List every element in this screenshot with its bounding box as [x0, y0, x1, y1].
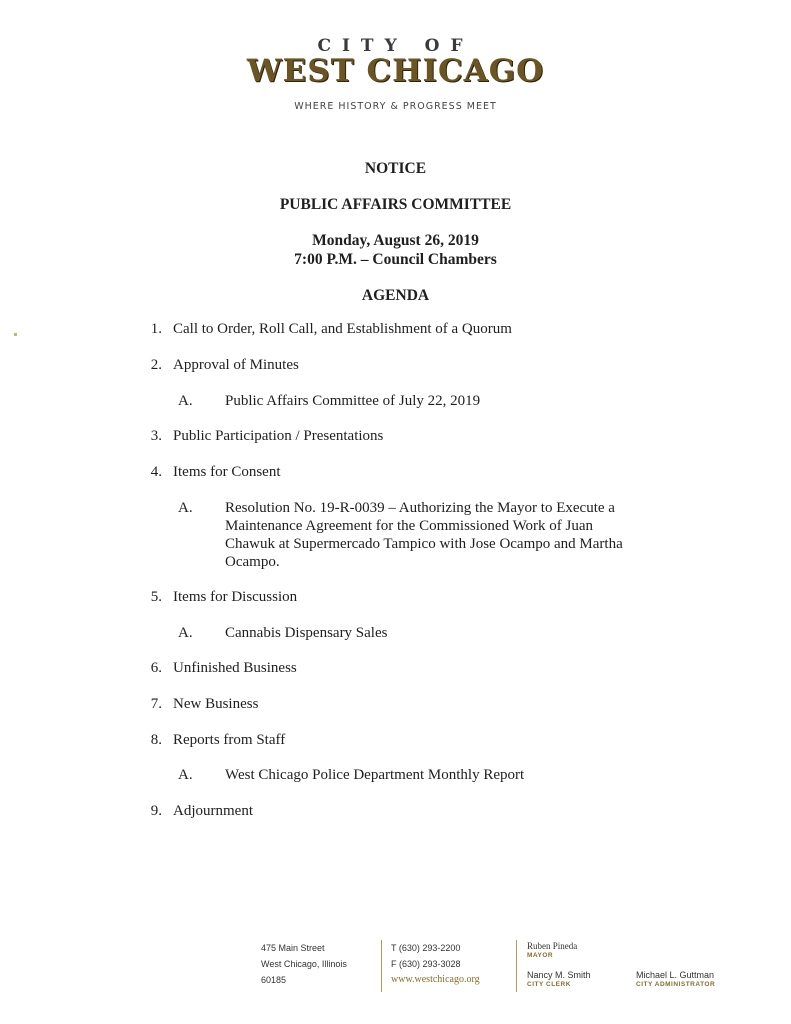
footer-contact — [391, 940, 480, 988]
item-text: Approval of Minutes — [173, 357, 299, 373]
item-number: 3. — [150, 428, 162, 444]
subitem-text: Cannabis Dispensary Sales — [225, 625, 388, 641]
mayor-title: MAYOR — [527, 952, 554, 959]
item-text: Call to Order, Roll Call, and Establishment of a Quorum — [173, 321, 512, 337]
item-text: Reports from Staff — [173, 732, 286, 748]
subitem-text: Resolution No. 19-R-0039 – Authorizing the Mayor to Execute a Maintenance Agreement for the Commissioned Work of Juan Chawuk at Supermercado Tampico with Jose Ocampo and Martha Ocampo. — [225, 500, 623, 570]
footer-divider — [516, 940, 517, 992]
item-text: Public Participation / Presentations — [173, 428, 384, 444]
footer-officials — [527, 940, 591, 989]
letterhead-city-of: CITY OF — [317, 36, 474, 56]
subitem-label: A. — [178, 767, 193, 783]
item-number: 5. — [150, 589, 162, 605]
item-number: 1. — [150, 321, 162, 337]
address-zip: 60185 — [261, 975, 287, 985]
address-city: West Chicago, Illinois — [261, 959, 347, 969]
item-text: New Business — [173, 696, 259, 712]
footer-address — [261, 940, 347, 988]
notice-heading: NOTICE — [364, 160, 427, 177]
subitem-label: A. — [178, 393, 193, 409]
fax-number: F (630) 293-3028 — [391, 959, 461, 969]
item-number: 8. — [150, 732, 162, 748]
footer-administrator — [636, 969, 715, 989]
item-number: 9. — [150, 803, 162, 819]
clerk-title: CITY CLERK — [527, 981, 571, 988]
website-link[interactable]: www.westchicago.org — [391, 974, 480, 985]
item-text: Unfinished Business — [173, 660, 297, 676]
scan-speck — [14, 333, 17, 336]
admin-name: Michael L. Guttman — [636, 970, 715, 980]
phone-number: T (630) 293-2200 — [391, 943, 461, 953]
item-number: 2. — [150, 357, 162, 373]
subitem-label: A. — [178, 500, 193, 516]
committee-heading: PUBLIC AFFAIRS COMMITTEE — [279, 196, 512, 213]
letterhead-tagline: WHERE HISTORY & PROGRESS MEET — [294, 101, 497, 112]
item-number: 4. — [150, 464, 162, 480]
agenda-heading: AGENDA — [361, 287, 430, 304]
letterhead-city-name: WEST CHICAGO — [246, 53, 545, 89]
address-street: 475 Main Street — [261, 943, 325, 953]
item-text: Items for Discussion — [173, 589, 298, 605]
subitem-text: Public Affairs Committee of July 22, 2019 — [225, 393, 481, 409]
item-number: 7. — [150, 696, 162, 712]
subitem-label: A. — [178, 625, 193, 641]
clerk-name: Nancy M. Smith — [527, 970, 591, 980]
subitem-text: West Chicago Police Department Monthly Report — [225, 767, 525, 783]
footer-divider — [381, 940, 382, 992]
meeting-time-place: 7:00 P.M. – Council Chambers — [294, 251, 497, 268]
meeting-date: Monday, August 26, 2019 — [312, 232, 479, 249]
item-text: Adjournment — [173, 803, 253, 819]
admin-title: CITY ADMINISTRATOR — [636, 981, 716, 988]
item-text: Items for Consent — [173, 464, 281, 480]
mayor-name: Ruben Pineda — [527, 941, 578, 951]
item-number: 6. — [150, 660, 162, 676]
